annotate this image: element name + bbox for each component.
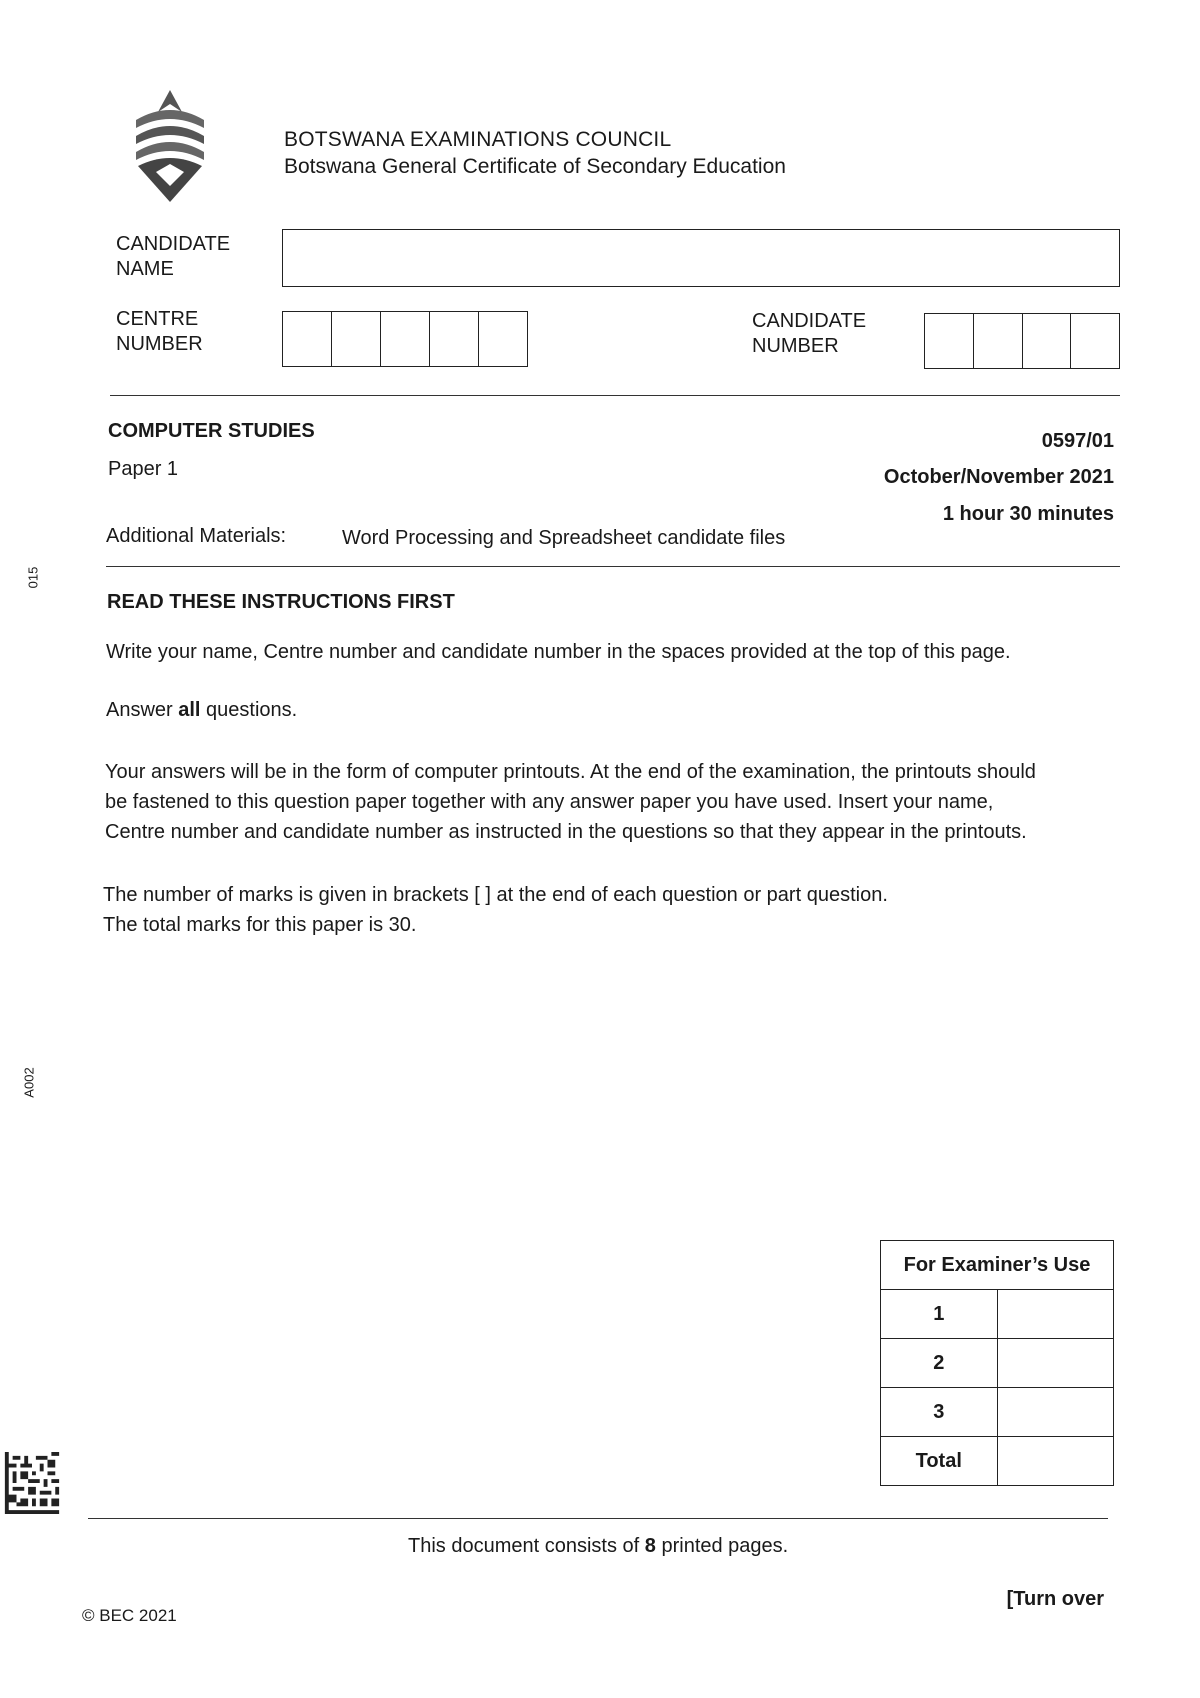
- examiner-table-row: [881, 1437, 1114, 1486]
- bec-logo-icon: [130, 90, 210, 205]
- candidate-number-digit-box[interactable]: [1023, 314, 1072, 368]
- instruction-line: Your answers will be in the form of computer printouts. At the end of the examination, the printouts should: [105, 761, 1036, 783]
- side-code-middle: A002: [21, 1067, 37, 1098]
- paper-number: Paper 1: [108, 458, 179, 480]
- candidate-name-label: [116, 232, 230, 282]
- candidate-name-label-line2: NAME: [116, 258, 174, 280]
- page-count-number: 8: [644, 1535, 656, 1557]
- instruction-text: questions.: [200, 699, 298, 721]
- page-count-text: printed pages.: [655, 1535, 789, 1557]
- centre-number-digit-box[interactable]: [479, 312, 527, 366]
- instruction-paragraph-1: [106, 637, 1086, 667]
- instruction-paragraph-3: [105, 757, 1085, 847]
- mark-cell[interactable]: [997, 1290, 1114, 1339]
- centre-number-field[interactable]: [282, 311, 528, 367]
- datamatrix-code-icon: [4, 1452, 60, 1514]
- subject-title: COMPUTER STUDIES: [108, 420, 315, 442]
- footer-divider: [88, 1518, 1108, 1519]
- mark-cell[interactable]: [997, 1388, 1114, 1437]
- examiner-table-heading: For Examiner’s Use: [881, 1241, 1114, 1290]
- instruction-text: Write your name, Centre number and candidate number in the spaces provided at the top of this page.: [106, 641, 1011, 663]
- centre-number-digit-box[interactable]: [332, 312, 381, 366]
- copyright-notice: © BEC 2021: [82, 1606, 177, 1625]
- candidate-number-field[interactable]: [924, 313, 1120, 369]
- qualification-title: Botswana General Certificate of Secondary Education: [284, 155, 786, 178]
- side-code-top: 015: [25, 566, 41, 589]
- header-divider: [110, 395, 1120, 396]
- candidate-number-label-line1: CANDIDATE: [752, 310, 867, 332]
- instruction-line: be fastened to this question paper together with any answer paper you have used. Insert your name,: [105, 791, 994, 813]
- exam-session: October/November 2021: [883, 466, 1114, 488]
- question-number: 2: [881, 1339, 998, 1388]
- exam-duration: 1 hour 30 minutes: [942, 503, 1114, 525]
- instruction-text: Answer: [106, 699, 179, 721]
- details-divider: [106, 566, 1120, 567]
- instruction-line: Centre number and candidate number as instructed in the questions so that they appear in the printouts.: [105, 821, 1027, 843]
- paper-code: 0597/01: [1041, 430, 1114, 452]
- instruction-line: The total marks for this paper is 30.: [103, 914, 417, 936]
- turn-over-note: [Turn over: [1006, 1588, 1104, 1610]
- candidate-number-label-line2: NUMBER: [752, 335, 839, 357]
- candidate-number-digit-box[interactable]: [1071, 314, 1119, 368]
- centre-number-digit-box[interactable]: [283, 312, 332, 366]
- examiner-table-row: [881, 1290, 1114, 1339]
- centre-number-label: [116, 307, 203, 357]
- materials-label: Additional Materials:: [106, 525, 287, 547]
- question-number: 3: [881, 1388, 998, 1437]
- instructions-heading: READ THESE INSTRUCTIONS FIRST: [107, 591, 455, 613]
- examiner-table-header-row: [881, 1241, 1114, 1290]
- candidate-number-digit-box[interactable]: [925, 314, 974, 368]
- centre-number-digit-box[interactable]: [430, 312, 479, 366]
- candidate-name-field[interactable]: [282, 229, 1120, 287]
- instruction-paragraph-2: [106, 695, 1086, 725]
- centre-number-digit-box[interactable]: [381, 312, 430, 366]
- examiner-table-row: [881, 1388, 1114, 1437]
- instruction-paragraph-4: [103, 880, 1083, 940]
- page-count-text: This document consists of: [408, 1535, 645, 1557]
- instruction-line: The number of marks is given in brackets [ ] at the end of each question or part question.: [103, 884, 888, 906]
- materials-value: Word Processing and Spreadsheet candidate files: [342, 527, 786, 549]
- candidate-number-label: [752, 309, 866, 359]
- centre-number-label-line1: CENTRE: [116, 308, 199, 330]
- examiner-table-row: [881, 1339, 1114, 1388]
- candidate-name-label-line1: CANDIDATE: [116, 233, 231, 255]
- total-label: Total: [881, 1437, 998, 1486]
- centre-number-label-line2: NUMBER: [116, 333, 203, 355]
- mark-cell[interactable]: [997, 1339, 1114, 1388]
- instruction-emphasis: all: [178, 699, 201, 721]
- question-number: 1: [881, 1290, 998, 1339]
- examiner-use-table: [880, 1240, 1114, 1486]
- org-name: BOTSWANA EXAMINATIONS COUNCIL: [284, 128, 672, 151]
- candidate-number-digit-box[interactable]: [974, 314, 1023, 368]
- page-count-note: [408, 1535, 788, 1558]
- total-mark-cell[interactable]: [997, 1437, 1114, 1486]
